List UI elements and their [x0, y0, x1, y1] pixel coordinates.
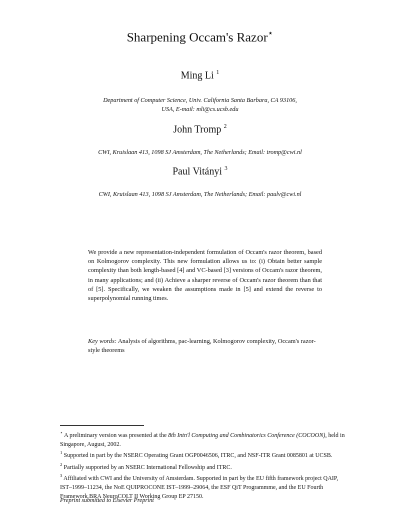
keywords-label: Key words:: [88, 338, 117, 345]
author-name: [0, 70, 400, 81]
author-name-text: Paul Vitányi: [172, 166, 222, 178]
author-footnote-mark: 3: [224, 166, 228, 172]
footnote: [60, 449, 350, 461]
affiliation-line: CWI, Kruislaan 413, 1098 SJ Amsterdam, The Netherlands; Email: tromp@cwi.nl: [98, 149, 302, 156]
footnote-mark: 2: [60, 461, 63, 467]
keywords: [88, 337, 322, 355]
paper-title: [0, 28, 400, 45]
footnote-italic-text: 8th Intn'l Computing and Combinatorics Conference (COCOON): [168, 433, 326, 439]
author-name: [0, 166, 400, 177]
author-affiliation: [0, 190, 400, 199]
footnotes: [60, 429, 350, 501]
footnote-text: A preliminary version was presented at the: [64, 433, 169, 439]
title-text: Sharpening Occam's Razor: [126, 29, 268, 45]
abstract: [88, 248, 322, 303]
footnote-mark: ⋆: [60, 430, 63, 435]
author-name-text: Ming Li: [180, 70, 214, 82]
author-name: [0, 124, 400, 135]
abstract-text: We provide a new representation-independent formulation of Occam's razor theorem, based on Kolmogorov complexity. This new formulation allows us to: (i) Obtain better sample complexity than both length-based [4] and VC-based [3] versions of Occam's razor theorem, in many applications; and (ii) Achieve a sharper reverse of Occam's razor theorem than that of [5]. Specifically, we weaken the assumptions made in [5] and extend the reverse to superpolynomial running times.: [88, 249, 322, 303]
footnote-text: Affiliated with CWI and the University of Amsterdam. Supported in part by the EU fifth framework project QAIP, IST–1999–11234, the NoE QUIPROCONE IST–1999–29064, the ESF QiT Programmme, and the EU Fourth Framework BRA NeuroCOLT II Working Group EP 27150.: [60, 476, 339, 500]
author-footnote-mark: 1: [216, 70, 220, 76]
footnote-text: , held in Singapore, August, 2002.: [60, 433, 345, 448]
footnote: [60, 461, 350, 473]
author-affiliation: [0, 148, 400, 157]
footnote: [60, 429, 350, 449]
footnote-text: Partially supported by an NSERC International Fellowship and ITRC.: [63, 464, 232, 471]
affiliation-line: Department of Computer Science, Univ. California Santa Barbara, CA 93106,: [103, 97, 297, 104]
author-name-text: John Tromp: [173, 124, 222, 136]
footnote: [60, 472, 350, 501]
preprint-notice: Preprint submitted to Elsevier Preprint: [60, 498, 154, 504]
keywords-text: Analysis of algorithms, pac-learning, Kolmogorov complexity, Occam's razor-style theorems: [88, 338, 316, 354]
footnote-mark: 1: [60, 450, 63, 456]
footnote-text: Supported in part by the NSERC Operating Grant OGP0046506, ITRC, and NSF-ITR Grant 0085801 at UCSB.: [63, 453, 333, 460]
affiliation-line: CWI, Kruislaan 413, 1098 SJ Amsterdam, The Netherlands; Email: paulv@cwi.nl: [98, 191, 302, 198]
author-affiliation: [0, 96, 400, 114]
footnote-rule: [60, 425, 144, 426]
affiliation-line: USA, E-mail: mli@cs.ucsb.edu: [161, 106, 239, 113]
title-footnote-mark: ⋆: [267, 28, 274, 38]
footnote-mark: 3: [60, 473, 63, 479]
author-footnote-mark: 2: [223, 124, 227, 130]
